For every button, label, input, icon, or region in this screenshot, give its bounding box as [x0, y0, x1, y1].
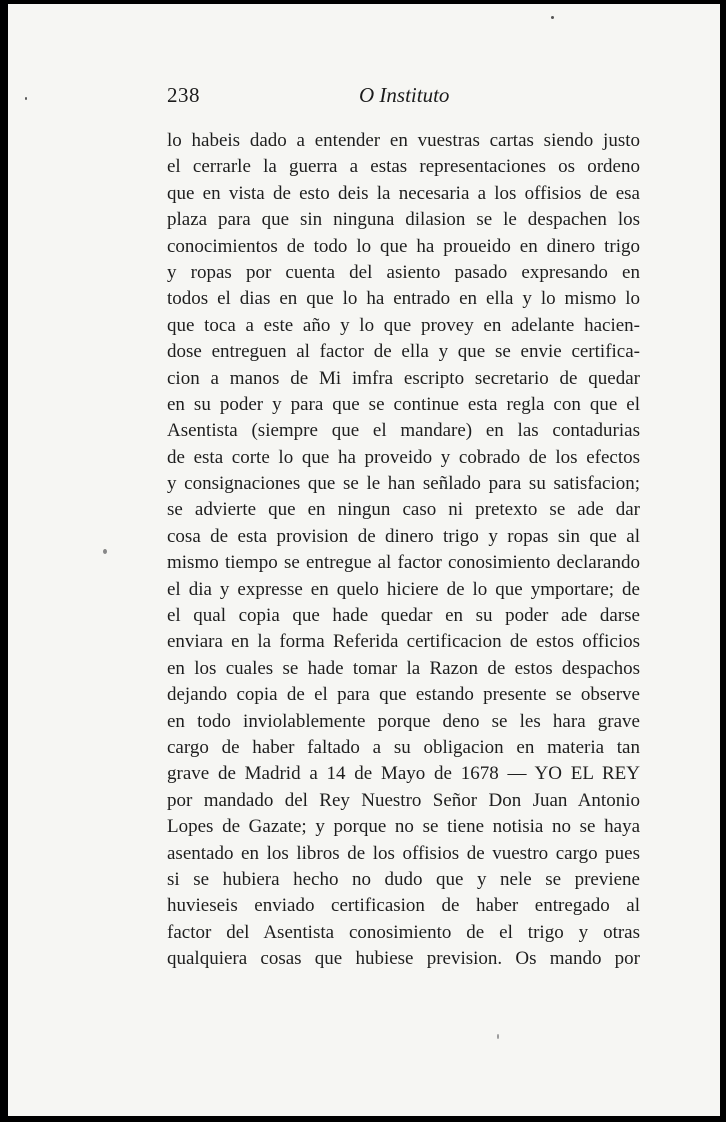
body-text — [167, 128, 640, 973]
text-line: qualquiera cosas que hubiese prevision. Os mando por — [167, 948, 640, 970]
text-line: y consignaciones que se le han señlado para su satisfacion; — [167, 473, 640, 495]
text-line: conocimientos de todo lo que ha proueido en dinero trigo — [167, 235, 640, 257]
text-line: el cerrarle la guerra a estas representaciones os ordeno — [167, 156, 640, 178]
text-line: que en vista de esto deis la necesaria a los offisios de esa — [167, 182, 640, 204]
text-line: enviara en la forma Referida certificacion de estos officios — [167, 631, 640, 653]
text-line: todos el dias en que lo ha entrado en ella y lo mismo lo — [167, 288, 640, 310]
running-title: O Instituto — [359, 83, 450, 107]
text-line: Asentista (siempre que el mandare) en las contadurias — [167, 420, 640, 442]
text-line: factor del Asentista conosimiento de el trigo y otras — [167, 921, 640, 943]
text-line: que toca a este año y lo que provey en adelante hacien- — [167, 314, 640, 336]
text-line: Lopes de Gazate; y porque no se tiene notisia no se haya — [167, 816, 640, 838]
text-line: si se hubiera hecho no dudo que y nele se previene — [167, 868, 640, 890]
text-line: el qual copia que hade quedar en su poder ade darse — [167, 605, 640, 627]
text-line: el dia y expresse en quelo hiciere de lo que ymportare; de — [167, 578, 640, 600]
text-line: lo habeis dado a entender en vuestras cartas siendo justo — [167, 130, 640, 151]
scan-speck — [103, 549, 107, 554]
text-line: en todo inviolablemente porque deno se les hara grave — [167, 710, 640, 732]
text-line: en su poder y para que se continue esta regla con que el — [167, 393, 640, 415]
text-line: cosa de esta provision de dinero trigo y ropas sin que al — [167, 525, 640, 547]
text-line: plaza para que sin ninguna dilasion se le despachen los — [167, 209, 640, 231]
text-line: asentado en los libros de los offisios de vuestro cargo pues — [167, 842, 640, 864]
text-line: mismo tiempo se entregue al factor conosimiento declarando — [167, 552, 640, 574]
text-line: dejando copia de el para que estando presente se observe — [167, 684, 640, 706]
text-line: cion a manos de Mi imfra escripto secretario de quedar — [167, 367, 640, 389]
text-line: huvieseis enviado certificasion de haber entregado al — [167, 895, 640, 917]
text-line: dose entreguen al factor de ella y que se envie certifica- — [167, 341, 640, 363]
scan-speck — [497, 1034, 499, 1039]
text-line: por mandado del Rey Nuestro Señor Don Juan Antonio — [167, 789, 640, 811]
book-page — [8, 4, 720, 1116]
page-header — [8, 83, 720, 113]
page-number: 238 — [167, 83, 200, 107]
scan-speck — [551, 16, 554, 19]
text-line: cargo de haber faltado a su obligacion en materia tan — [167, 736, 640, 758]
text-line: grave de Madrid a 14 de Mayo de 1678 — YO EL REY — [167, 763, 640, 785]
scan-speck — [25, 97, 27, 100]
text-line: en los cuales se hade tomar la Razon de estos despachos — [167, 657, 640, 679]
text-line: y ropas por cuenta del asiento pasado expresando en — [167, 261, 640, 283]
text-line: de esta corte lo que ha proveido y cobrado de los efectos — [167, 446, 640, 468]
text-line: se advierte que en ningun caso ni pretexto se ade dar — [167, 499, 640, 521]
